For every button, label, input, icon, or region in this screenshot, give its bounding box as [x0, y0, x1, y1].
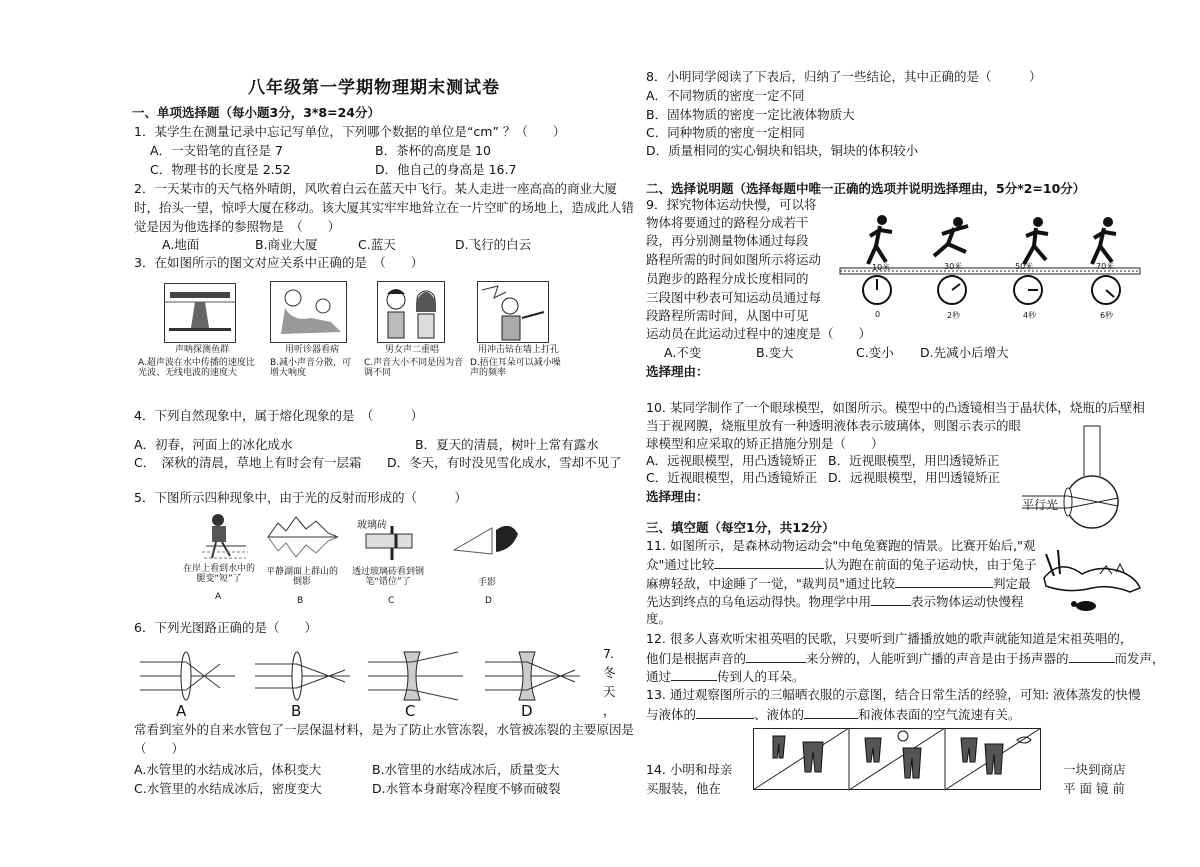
q2-option-c: C.蓝天 [358, 237, 396, 252]
q11-line-5: 度。 [646, 611, 672, 626]
q4-stem: 4．下列自然现象中，属于熔化现象的是 （ ） [134, 408, 424, 423]
q3-option-b: B.减小声音分散，可增大响度 [270, 358, 352, 378]
q10-option-a: A．远视眼模型，用凸透镜矫正 [646, 453, 818, 468]
q3-option-c: C.声音大小不同是因为音调不同 [364, 358, 464, 378]
q11-line-4: 先达到终点的乌龟运动得快。物理学中用 表示物体运动快慢程 [646, 594, 1024, 609]
q11-blank-2[interactable] [895, 575, 993, 588]
q8-option-a: A．不同物质的密度一定不同 [646, 88, 805, 103]
q13-line-1: 13. 通过观察图所示的三幅晒衣服的示意图，结合日常生活的经验，可知: 液体蒸发的快慢 [646, 687, 1141, 702]
q5-caption-c: 透过玻璃砖看到钢笔“错位”了 [351, 567, 424, 587]
runner-4-icon [1092, 217, 1116, 264]
q5-letter-d: D [485, 596, 492, 606]
runner-3-icon [1024, 217, 1048, 264]
q5-stem: 5．下图所示四种现象中，由于光的反射而形成的（ ） [134, 490, 467, 505]
q9-mark-3: 50米 [1015, 262, 1034, 271]
rabbit-tortoise-illustration [1040, 548, 1145, 616]
q10-line-1: 10. 某同学制作了一个眼球模型，如图所示。模型中的凸透镜相当于晶状体，烧瓶的后壁相 [646, 400, 1145, 415]
q10-option-c: C．近视眼模型，用凸透镜矫正 [646, 470, 818, 485]
q9-line-6: 三段图中秒表可知运动员通过每 [646, 290, 822, 305]
q5-caption-a: 在岸上看到水中的腿变“短”了 [182, 564, 255, 584]
q11-line-2: 众"通过比较 认为跑在前面的兔子运动快，由于兔子 [646, 557, 1037, 572]
q4-option-c: C． 深秋的清晨，草地上有时会有一层霜 [134, 455, 362, 470]
q9-line-8: 运动员在此运动过程中的速度是（ ） [646, 326, 872, 341]
q5-mountain-reflection-illustration [268, 515, 338, 563]
drill-noise-illustration [478, 282, 548, 342]
section-2-heading: 二、选择说明题（选择每题中唯一正确的选项并说明选择理由，5分*2=10分） [646, 181, 1086, 196]
q9-option-c: C.变小 [856, 345, 894, 360]
q9-time-4: 6秒 [1100, 311, 1114, 320]
q10-reason-label: 选择理由： [646, 489, 709, 504]
q2-line-2: 时，抬头一望，惊呼大厦在移动。该大厦其实牢牢地耸立在一片空旷的场地上，造成此人错 [134, 200, 635, 215]
q1-option-c: C．物理书的长度是 2.52 [150, 162, 291, 177]
q11-line-1: 11. 如图所示，是森林动物运动会"中龟兔赛跑的情景。比赛开始后,"观 [646, 538, 1036, 553]
q2-line-3: 觉是因为他选择的参照物是 （ ） [134, 219, 341, 234]
q6-lens-diagram-d [485, 648, 580, 704]
q6-letter-d: D [521, 702, 533, 720]
q9-mark-2: 30米 [944, 262, 963, 271]
q3-panel-a [164, 283, 236, 343]
q9-time-1: 0 [875, 310, 881, 319]
q8-option-c: C．同种物质的密度一定相同 [646, 125, 805, 140]
q9-mark-1: 10米 [872, 263, 891, 272]
q3-option-d: D.捂住耳朵可以减小噪声的频率 [470, 358, 561, 378]
q8-stem: 8．小明同学阅读了下表后，归纳了一些结论，其中正确的是（ ） [646, 69, 1042, 84]
q3-caption-c: 男女声二重唱 [385, 345, 440, 355]
runner-2-icon [934, 217, 968, 256]
q9-time-2: 2秒 [947, 311, 961, 320]
q13-blank-2[interactable] [804, 706, 858, 719]
q5-letter-b: B [297, 596, 304, 606]
q3-option-a: A.超声波在水中传播的速度比光波、无线电波的速度大 [138, 358, 255, 378]
sonar-illustration [165, 284, 235, 342]
q7-line-1: 常看到室外的自来水管包了一层保温材料，是为了防止水管冻裂，水管被冻裂的主要原因是 [134, 722, 635, 737]
q13-line-2: 与液体的 、液体的 和液体表面的空气流速有关。 [646, 707, 1021, 722]
q3-panel-d [477, 281, 549, 343]
q9-line-4: 路程所需的时间如图所示将运动 [646, 252, 822, 267]
q6-lens-diagram-c [368, 648, 463, 704]
q1-option-b: B．茶杯的高度是 10 [375, 143, 491, 158]
q10-option-d: D．远视眼模型，用凹透镜矫正 [828, 470, 1001, 485]
q3-caption-b: 用听诊器看病 [285, 345, 340, 355]
q12-blank-3[interactable] [671, 668, 717, 681]
q9-line-5: 员跑步的路程分成长度相同的 [646, 271, 809, 286]
q5-caption-b: 平静湖面上群山的倒影 [266, 567, 339, 587]
q1-stem: 1．某学生在测量记录中忘记写单位，下列哪个数据的单位是“cm” ？（ ） [134, 124, 566, 139]
q3-stem: 3．在如图所示的图文对应关系中正确的是 （ ） [134, 255, 424, 270]
q9-line-2: 物体将要通过的路程分成若干 [646, 215, 809, 230]
q5-caption-d: 手影 [477, 578, 496, 588]
stopwatch-1-icon [861, 274, 893, 306]
stethoscope-illustration [271, 282, 346, 342]
q12-line-3: 通过 传到人的耳朵。 [646, 669, 805, 684]
q9-option-d: D.先减小后增大 [920, 345, 1009, 360]
q9-option-a: A.不变 [664, 345, 702, 360]
q7-option-b: B.水管里的水结成冰后，质量变大 [372, 762, 560, 777]
q2-option-a: A.地面 [162, 237, 200, 252]
q10-line-3: 球模型和应采取的矫正措施分别是（ ） [646, 436, 884, 451]
q1-option-a: A．一支铅笔的直径是 7 [150, 143, 283, 158]
q9-line-7: 段路程所需时间，从图中可见 [646, 308, 809, 323]
q12-blank-2[interactable] [1069, 650, 1115, 663]
q5-glass-label: 玻璃砖 [357, 520, 387, 531]
q5-glass-brick-illustration [362, 526, 422, 566]
q11-blank-1[interactable] [714, 556, 824, 569]
q5-hand-shadow-illustration [452, 520, 522, 560]
section-3-heading: 三、填空题（每空1分，共12分） [646, 520, 835, 535]
q14-line-1-left: 14. 小明和母亲 [646, 762, 733, 777]
q10-option-b: B．近视眼模型，用凹透镜矫正 [828, 453, 1000, 468]
drying-clothes-illustration [753, 728, 1041, 790]
q9-line-1: 9．探究物体运动快慢，可以将 [646, 197, 817, 212]
q14-line-1-right: 一块到商店 [1063, 762, 1126, 777]
q4-option-a: A．初春，河面上的冰化成水 [134, 437, 293, 452]
q5-letter-a: A [215, 592, 222, 602]
q5-letter-c: C [388, 596, 395, 606]
q4-option-b: B．夏天的清晨，树叶上常有露水 [415, 437, 599, 452]
q4-option-d: D．冬天，有时没见雪化成水，雪却不见了 [387, 455, 622, 470]
q11-line-3: 麻痹轻敌，中途睡了一觉，"裁判员"通过比较 判定最 [646, 576, 1031, 591]
q6-letter-c: C [405, 702, 416, 720]
q6-lens-diagram-b [255, 648, 350, 704]
q3-panel-b [270, 281, 347, 343]
q13-blank-1[interactable] [696, 706, 754, 719]
exam-title: 八年级第一学期物理期末测试卷 [248, 78, 500, 98]
q9-reason-label: 选择理由： [646, 364, 709, 379]
stopwatch-3-icon [1012, 274, 1044, 306]
q6-letter-a: A [176, 702, 187, 720]
stopwatch-2-icon [936, 274, 968, 306]
q3-caption-a: 声呐探测鱼群 [175, 345, 230, 355]
q3-caption-d: 用冲击钻在墙上打孔 [478, 345, 560, 355]
q5-leg-in-water-illustration [200, 512, 250, 562]
q6-letter-b: B [291, 702, 302, 720]
q7-option-c: C.水管里的水结成冰后，密度变大 [134, 781, 322, 796]
q8-option-b: B．固体物质的密度一定比液体物质大 [646, 107, 855, 122]
q12-line-2: 他们是根据声音的 来分辨的，人能听到广播的声音是由于扬声器的 而发声， [646, 651, 1165, 666]
q10-parallel-light-label: 平行光 [1022, 498, 1059, 512]
duet-singers-illustration [378, 282, 444, 342]
q9-option-b: B.变大 [756, 345, 794, 360]
q2-line-1: 2．一天某市的天气格外晴朗，风吹着白云在蓝天中飞行。某人走进一座高高的商业大厦 [134, 181, 617, 196]
q3-panel-c [377, 281, 445, 343]
q2-option-d: D.飞行的白云 [455, 237, 532, 252]
q12-blank-1[interactable] [746, 650, 806, 663]
q11-blank-3[interactable] [871, 593, 911, 606]
q7-option-a: A.水管里的水结成冰后，体积变大 [134, 762, 322, 777]
q8-option-d: D．质量相同的实心铜块和铝块，铜块的体积较小 [646, 143, 919, 158]
q14-line-2-right: 平 面 镜 前 [1063, 781, 1125, 796]
q10-line-2: 当于视网膜，烧瓶里放有一种透明液体表示玻璃体，则图示表示的眼 [646, 418, 1022, 433]
section-1-heading: 一、单项选择题（每小题3分，3*8=24分） [132, 105, 380, 120]
q2-option-b: B.商业大厦 [255, 237, 318, 252]
q9-line-3: 段，再分别测量物体通过每段 [646, 233, 809, 248]
q1-option-d: D．他自己的身高是 16.7 [375, 162, 517, 177]
runner-1-icon [868, 215, 892, 264]
q7-line-2: （ ） [134, 741, 185, 756]
q9-time-3: 4秒 [1023, 311, 1037, 320]
q12-line-1: 12. 很多人喜欢听宋祖英唱的民歌，只要听到广播播放她的歌声就能知道是宋祖英唱的， [646, 631, 1133, 646]
q9-mark-4: 70米 [1096, 262, 1115, 271]
q6-stem: 6．下列光图路正确的是（ ） [134, 620, 317, 635]
stopwatch-4-icon [1090, 274, 1122, 306]
q14-line-2-left: 买服装，他在 [646, 781, 722, 796]
q7-option-d: D.水管本身耐寒冷程度不够而破裂 [372, 781, 561, 796]
q6-lens-diagram-a [140, 648, 235, 704]
